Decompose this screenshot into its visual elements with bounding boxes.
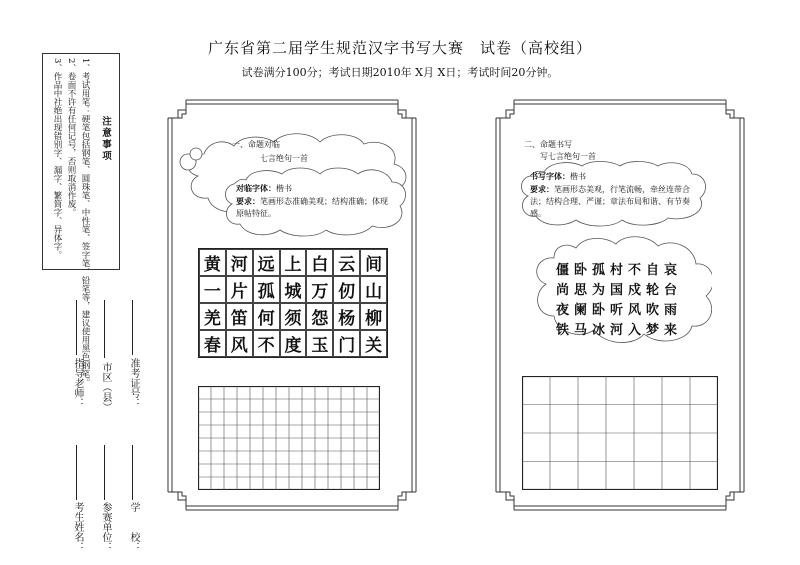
model-char-cell: 一 (199, 276, 226, 303)
model-char-cell: 春 (199, 330, 226, 357)
label-teacher: 指导老师： (72, 358, 83, 408)
model-char-cell: 上 (280, 249, 307, 276)
notice-item-3: 3、作品中社绝出现错别字、漏字、繁简字、异体字。 (52, 58, 62, 259)
notice-title: 注意事项 (100, 116, 111, 162)
model-char-cell: 关 (360, 330, 387, 357)
poem-line-2: 尚思为国戍轮台 (555, 283, 682, 298)
label-exam-number: 准考证号： (128, 358, 139, 408)
section-title-1: 一、命题对临 (232, 140, 280, 149)
model-char-cell: 间 (360, 249, 387, 276)
section-sub-1: 七言绝句一首 (260, 154, 308, 163)
practice-grid-left[interactable] (198, 386, 380, 490)
right-panel (492, 96, 748, 514)
label-school: 学 校： (128, 502, 139, 552)
left-panel (164, 96, 420, 514)
model-char-cell: 远 (253, 249, 280, 276)
label-district: 市区（县） (100, 362, 111, 412)
label-name: 考生姓名： (72, 502, 83, 552)
model-char-cell: 云 (333, 249, 360, 276)
model-char-cell: 须 (280, 303, 307, 330)
model-char-cell: 风 (226, 330, 253, 357)
exam-info: 试卷满分100分；考试日期2010年 X月 X日；考试时间20分钟。 (241, 66, 559, 79)
req-label-2: 要求： (530, 184, 554, 194)
requirements-1 (236, 182, 394, 220)
font-label-2: 书写字体： (530, 171, 570, 181)
model-character-grid (198, 248, 388, 358)
requirements-2 (530, 170, 702, 220)
field-unit[interactable] (104, 445, 105, 500)
notice-item-2: 2、卷面不许有任何记号，否则取消作废。 (66, 58, 76, 217)
poem-line-1: 僵卧孤村不自哀 (555, 263, 682, 278)
model-char-cell: 玉 (306, 330, 333, 357)
model-char-cell: 城 (280, 276, 307, 303)
section-title-2: 二、命题书写 (524, 140, 572, 149)
font-label-1: 对临字体： (236, 183, 276, 193)
model-char-cell: 门 (333, 330, 360, 357)
model-char-cell: 孤 (253, 276, 280, 303)
model-char-cell: 白 (306, 249, 333, 276)
poem-text (544, 261, 694, 341)
model-char-cell: 柳 (360, 303, 387, 330)
model-char-cell: 片 (226, 276, 253, 303)
model-char-cell: 黄 (199, 249, 226, 276)
model-char-cell: 不 (253, 330, 280, 357)
page-title: 广东省第二届学生规范汉字书写大赛 试卷（高校组） (207, 39, 592, 57)
field-district[interactable] (104, 300, 105, 358)
font-value-1: 楷书 (276, 184, 292, 193)
model-char-cell: 山 (360, 276, 387, 303)
model-char-cell: 笛 (226, 303, 253, 330)
field-teacher[interactable] (76, 300, 77, 355)
field-exam-number[interactable] (132, 300, 133, 355)
section-sub-2: 写七言绝句一首 (540, 152, 596, 161)
poem-line-3: 夜阑卧听风吹雨 (555, 303, 682, 318)
req-label-1: 要求： (236, 196, 260, 206)
req-text-2: 笔画形态美观，行笔流畅，牵丝连带合法；结构合理、严谨；章法布局和谐、有节奏感。 (530, 185, 690, 218)
font-value-2: 楷书 (570, 172, 586, 181)
model-char-cell: 何 (253, 303, 280, 330)
field-name[interactable] (76, 445, 77, 500)
model-char-cell: 仞 (333, 276, 360, 303)
model-char-cell: 万 (306, 276, 333, 303)
notice-item-1: 1、考试用笔：硬笔包括钢笔、圆珠笔、中性笔、签字笔、铅笔等，建议使用黑色钢笔。 (80, 58, 90, 387)
model-char-cell: 杨 (333, 303, 360, 330)
poem-line-4: 铁马冰河入梦来 (555, 323, 682, 338)
model-char-cell: 河 (226, 249, 253, 276)
label-unit: 参赛单位： (100, 502, 111, 552)
model-char-cell: 怨 (306, 303, 333, 330)
req-text-1: 笔画形态准确美观；结构准确；体现原帖特征。 (236, 197, 388, 218)
practice-grid-right[interactable] (522, 376, 718, 490)
model-char-cell: 羌 (199, 303, 226, 330)
model-char-cell: 度 (280, 330, 307, 357)
field-school[interactable] (132, 445, 133, 500)
